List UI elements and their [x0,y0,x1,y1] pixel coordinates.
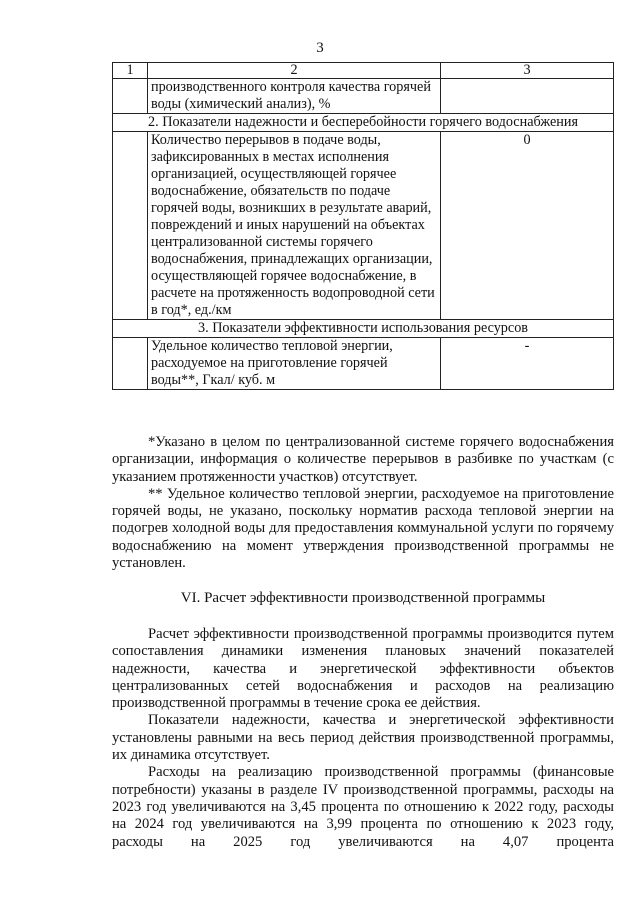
footnotes [112,434,614,572]
indicator-value-cell: - [441,338,614,390]
indicator-value-cell: 0 [441,132,614,320]
paragraph-indicators: Показатели надежности, качества и энергетической эффективности установлены равными на весь период действия производственной программы, их динамика отсутствует. [112,712,614,764]
table-header-row [113,63,614,79]
section-title-reliability: 2. Показатели надежности и бесперебойности горячего водоснабжения [113,114,614,132]
paragraph-method: Расчет эффективности производственной программы производится путем сопоставления динамики изменения плановых значений показателей надежности, качества и энергетической эффективности объектов централизованных сетей водоснабжения и расходов на реализацию производственной программы в течение срока ее действия. [112,626,614,712]
indicator-name-cell: Количество перерывов в подаче воды, зафиксированных в местах исполнения организацией, осуществляющей горячее водоснабжение, обязательств по подаче горячей воды, возникших в результате аварий, повреждений и иных нарушений на объектах централизованной системы горячего водоснабжения, принадлежащих организации, осуществляющей горячее водоснабжение, в расчете на протяженность водопроводной сети в год*, ед./км [148,132,441,320]
table-row [113,338,614,390]
footnote-interruptions: *Указано в целом по централизованной системе горячего водоснабжения организации, информация о количестве перерывов в разбивке по участкам (с указанием протяженности участков) отсутствует. [112,434,614,485]
row-number-cell [113,79,148,114]
column-header-1: 1 [113,63,148,79]
column-header-2: 2 [148,63,441,79]
row-number-cell [113,338,148,390]
table-row [113,132,614,320]
paragraph-expenses: Расходы на реализацию производственной программы (финансовые потребности) указаны в разделе IV производственной программы, расходы на 2023 год увеличиваются на 3,45 процента по отношению к 2022 году, расходы на 2024 год увеличиваются на 3,99 процента по отношению к 2023 году, расходы на 2025 год увеличиваются на 4,07 процента [112,764,614,850]
footnote-heat-energy: ** Удельное количество тепловой энергии, расходуемое на приготовление горячей воды, не указано, поскольку норматив расхода тепловой энергии на подогрев холодной воды для предоставления коммунальной услуги по горячему водоснабжению на момент утверждения производственной программы не установлен. [112,485,614,572]
table-section-row [113,320,614,338]
column-header-3: 3 [441,63,614,79]
indicator-name-cell: производственного контроля качества горячей воды (химический анализ), % [148,79,441,114]
indicators-table [112,62,614,390]
indicator-value-cell [441,79,614,114]
table-section-row [113,114,614,132]
section-body [112,626,614,851]
indicator-name-cell: Удельное количество тепловой энергии, расходуемое на приготовление горячей воды**, Гкал/ куб. м [148,338,441,390]
row-number-cell [113,132,148,320]
page-number: 3 [316,40,324,56]
section-title-resources: 3. Показатели эффективности использования ресурсов [113,320,614,338]
section-heading: VI. Расчет эффективности производственной программы [180,590,546,606]
table-row [113,79,614,114]
